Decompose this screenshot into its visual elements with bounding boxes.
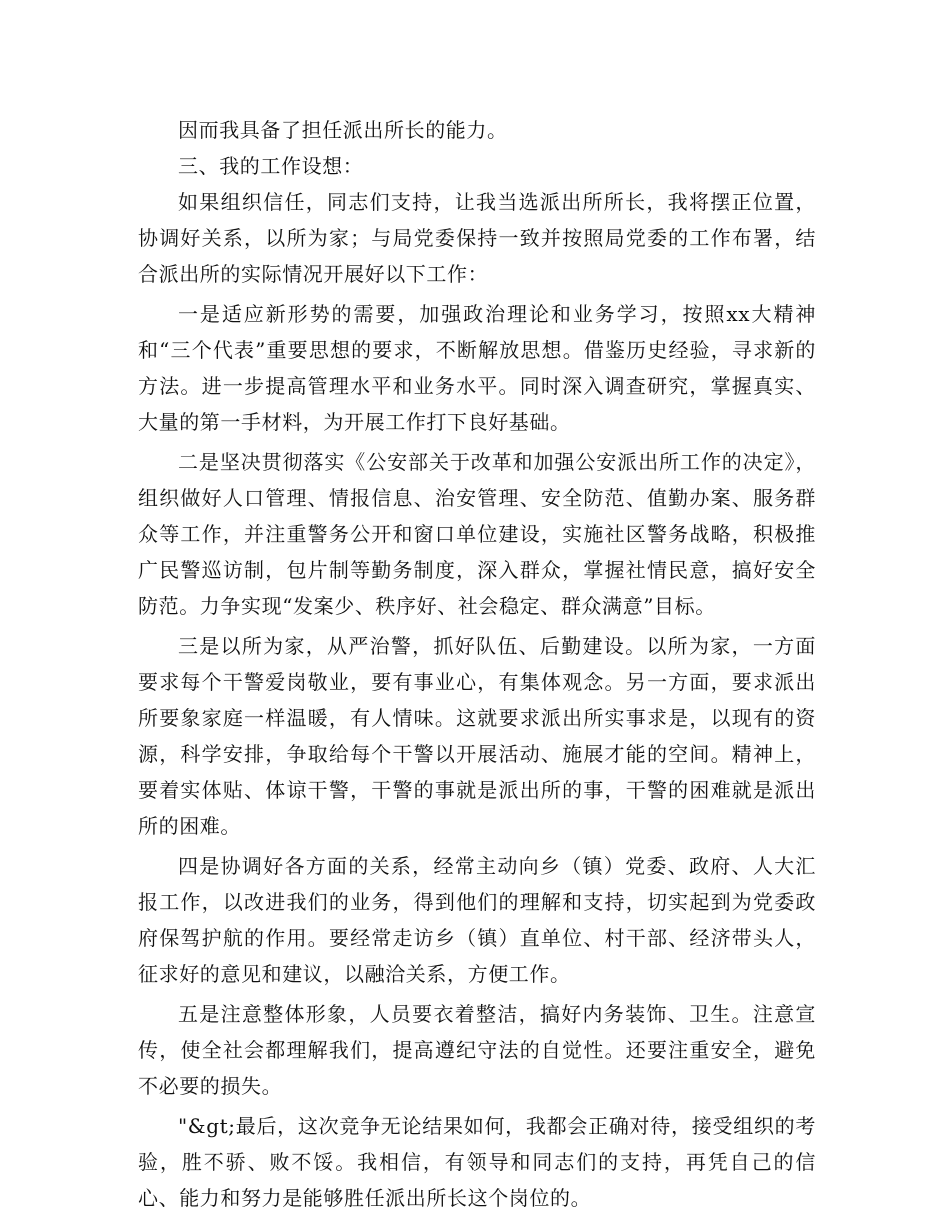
paragraph-point-one: 一是适应新形势的需要，加强政治理论和业务学习，按照xx大精神和“三个代表”重要思想的要求，不断解放思想。借鉴历史经验，寻求新的方法。进一步提高管理水平和业务水平。同时深入调查研究，掌握真实、大量的第一手材料，为开展工作打下良好基础。 (138, 302, 816, 434)
paragraph-conclusion-of-previous-section: 因而我具备了担任派出所长的能力。 (178, 118, 508, 142)
paragraph-point-four: 四是协调好各方面的关系，经常主动向乡（镇）党委、政府、人大汇报工作，以改进我们的业务，得到他们的理解和支持，切实起到为党委政府保驾护航的作用。要经常走访乡（镇）直单位、村干部、经济带头人，征求好的意见和建议，以融洽关系，方便工作。 (138, 854, 816, 986)
paragraph-point-five: 五是注意整体形象，人员要衣着整洁，搞好内务装饰、卫生。注意宣传，使全社会都理解我们，提高遵纪守法的自觉性。还要注重安全，避免不必要的损失。 (138, 1002, 816, 1098)
paragraph-closing: "&gt;最后，这次竞争无论结果如何，我都会正确对待，接受组织的考验，胜不骄、败不馁。我相信，有领导和同志们的支持，再凭自己的信心、能力和努力是能够胜任派出所长这个岗位的。 (138, 1114, 816, 1210)
section-heading-work-plan: 三、我的工作设想： (178, 154, 364, 178)
paragraph-point-two: 二是坚决贯彻落实《公安部关于改革和加强公安派出所工作的决定》，组织做好人口管理、情报信息、治安管理、安全防范、值勤办案、服务群众等工作，并注重警务公开和窗口单位建设，实施社区警务战略，积极推广民警巡访制，包片制等勤务制度，深入群众，掌握社情民意，搞好安全防范。力争实现“发案少、秩序好、社会稳定、群众满意”目标。 (138, 450, 816, 618)
paragraph-introduction: 如果组织信任，同志们支持，让我当选派出所所长，我将摆正位置，协调好关系，以所为家；与局党委保持一致并按照局党委的工作布署，结合派出所的实际情况开展好以下工作： (138, 190, 816, 286)
document-body (138, 112, 816, 1216)
paragraph-point-three: 三是以所为家，从严治警，抓好队伍、后勤建设。以所为家，一方面要求每个干警爱岗敬业，要有事业心，有集体观念。另一方面，要求派出所要象家庭一样温暖，有人情味。这就要求派出所实事求是，以现有的资源，科学安排，争取给每个干警以开展活动、施展才能的空间。精神上，要着实体贴、体谅干警，干警的事就是派出所的事，干警的困难就是派出所的困难。 (138, 634, 816, 838)
